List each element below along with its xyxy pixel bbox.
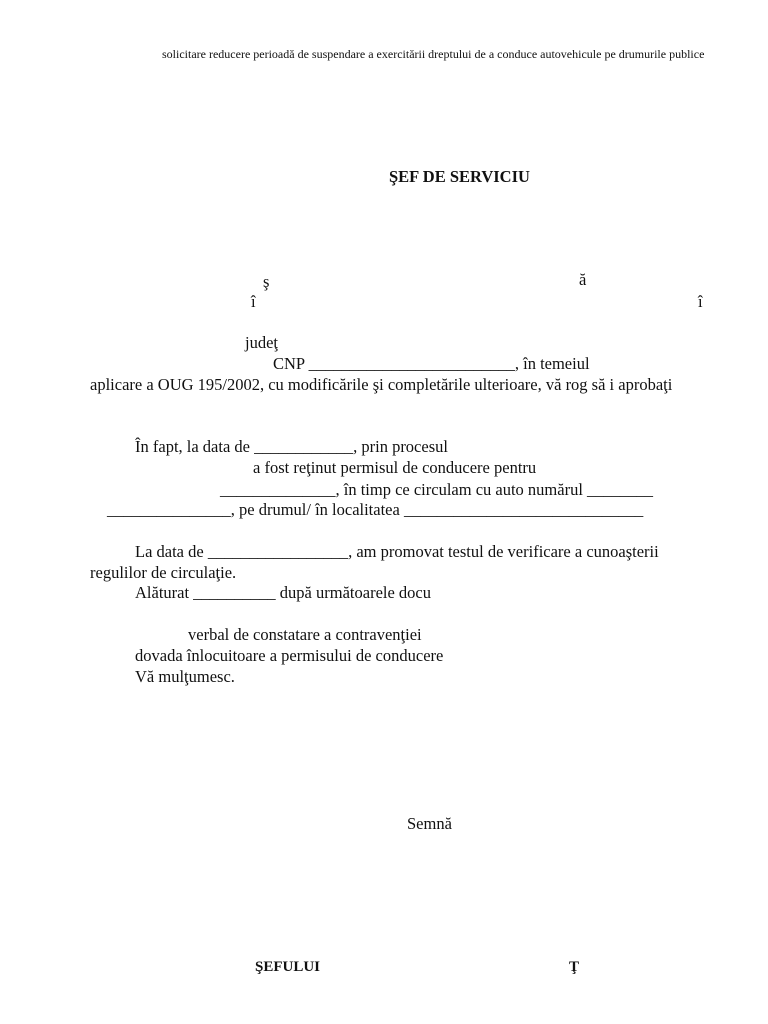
fapt-line-1: În fapt, la data de ____________, prin procesul	[135, 437, 448, 456]
footer-left-label: ŞEFULUI	[255, 959, 321, 975]
fapt-line-2: a fost reţinut permisul de conducere pentru	[253, 458, 537, 477]
fapt-line-3: ______________, în timp ce circulam cu auto numărul ________	[220, 480, 654, 499]
test-line-1: La data de _________________, am promovat testul de verificare a cunoaşterii	[135, 542, 659, 561]
document-subtitle: solicitare reducere perioadă de suspendare a exercitării dreptului de a conduce autovehicule pe drumurile publice	[162, 47, 705, 61]
fragment-i-circ-left: î	[251, 292, 256, 311]
alaturat-line: Alăturat __________ după următoarele docu	[135, 583, 431, 602]
judet-label: judeţ	[245, 333, 278, 352]
fragment-s-cedilla: ş	[263, 272, 270, 291]
thanks-line: Vă mulţumesc.	[135, 667, 235, 686]
fapt-line-4: _______________, pe drumul/ în localitatea _____________________________	[107, 500, 644, 519]
footer-right-label: Ţ	[569, 959, 580, 975]
oug-line: aplicare a OUG 195/2002, cu modificările şi completările ulterioare, vă rog să i aprobaţi	[90, 375, 673, 394]
test-line-2: regulilor de circulaţie.	[90, 563, 237, 582]
cnp-line: CNP _________________________, în temeiul	[273, 354, 590, 373]
fragment-i-circ-right: î	[698, 292, 703, 311]
document-item-1: verbal de constatare a contravenţiei	[188, 625, 422, 644]
document-item-2: dovada înlocuitoare a permisului de conducere	[135, 646, 444, 665]
fragment-a-breve: ă	[579, 270, 587, 289]
addressee-title: ŞEF DE SERVICIU	[389, 167, 530, 186]
signature-label: Semnă	[407, 814, 452, 833]
